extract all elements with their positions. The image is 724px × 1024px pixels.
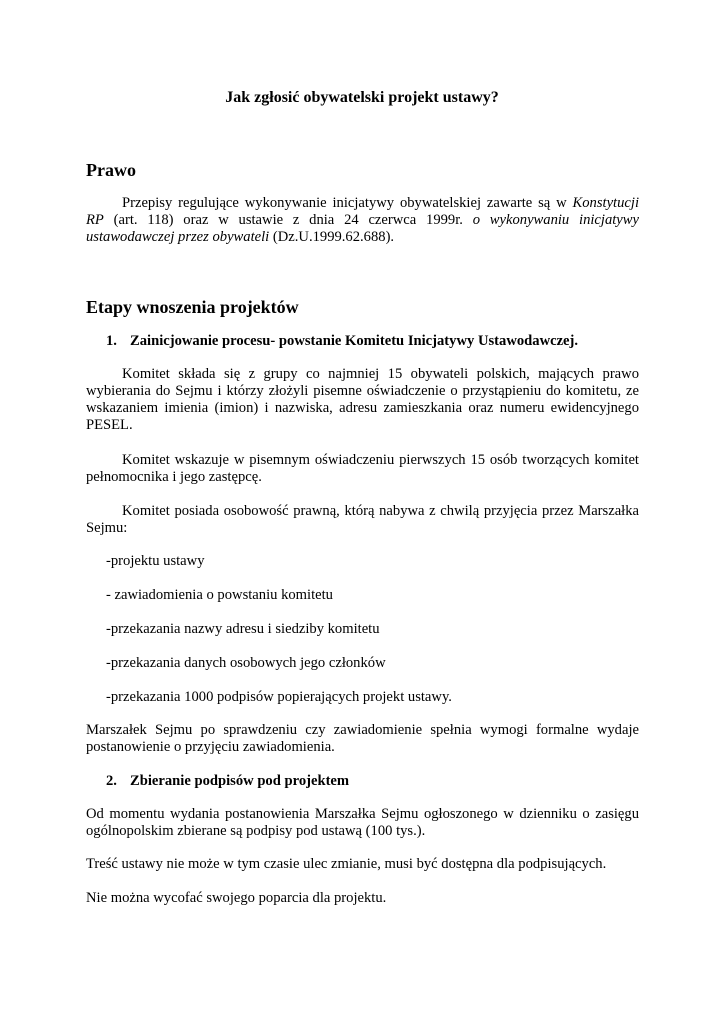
- page-title: Jak zgłosić obywatelski projekt ustawy?: [225, 89, 499, 106]
- prawo-text-1: Przepisy regulujące wykonywanie inicjatywy obywatelskiej zawarte są w: [122, 195, 573, 211]
- list-item: -przekazania danych osobowych jego członków: [106, 655, 386, 671]
- list-item: - zawiadomienia o powstaniu komitetu: [106, 587, 333, 603]
- prawo-text-2: (art. 118) oraz w ustawie z dnia 24 czerwca 1999r.: [103, 212, 473, 228]
- prawo-text-3: (Dz.U.1999.62.688).: [269, 229, 395, 245]
- list-item: -przekazania nazwy adresu i siedziby komitetu: [106, 621, 380, 637]
- paragraph-komitet-wskazuje: Komitet wskazuje w pisemnym oświadczeniu pierwszych 15 osób tworzących komitet pełnomocnika i jego zastępcę.: [86, 452, 639, 485]
- prawo-italic-ustawa: o wykonywaniu inicjatywy ustawodawczej przez obywateli: [86, 212, 639, 245]
- paragraph-nie-mozna: Nie można wycofać swojego poparcia dla projektu.: [86, 890, 387, 906]
- list-item: -przekazania 1000 podpisów popierających projekt ustawy.: [106, 689, 452, 705]
- paragraph-prawo: [86, 195, 639, 246]
- prawo-italic-konstytucja: Konstytucji RP: [86, 195, 639, 228]
- step-2-label: Zbieranie podpisów pod projektem: [130, 773, 350, 789]
- paragraph-komitet-sklad: Komitet składa się z grupy co najmniej 15 obywateli polskich, mających prawo wybierania do Sejmu i którzy złożyli pisemne oświadczenie o przystąpieniu do komitetu, ze wskazaniem imienia (imion) i nazwiska, adresu zamieszkania oraz numeru ewidencyjnego PESEL.: [86, 366, 639, 433]
- step-2-number: 2.: [106, 773, 117, 789]
- paragraph-marszalek: Marszałek Sejmu po sprawdzeniu czy zawiadomienie spełnia wymogi formalne wydaje postanowienie o przyjęciu zawiadomienia.: [86, 722, 639, 755]
- step-2: [106, 773, 349, 790]
- heading-etapy: Etapy wnoszenia projektów: [86, 297, 299, 317]
- step-1-number: 1.: [106, 333, 117, 349]
- list-item: -projektu ustawy: [106, 553, 205, 569]
- step-1: [106, 333, 578, 350]
- step-1-label: Zainicjowanie procesu- powstanie Komitetu Inicjatywy Ustawodawczej.: [130, 333, 579, 349]
- paragraph-od-momentu: Od momentu wydania postanowienia Marszałka Sejmu ogłoszonego w dzienniku o zasięgu ogólnopolskim zbierane są podpisy pod ustawą (100 tys.).: [86, 806, 639, 839]
- paragraph-tresc-ustawy: Treść ustawy nie może w tym czasie ulec zmianie, musi być dostępna dla podpisujących.: [86, 856, 607, 872]
- paragraph-osobowosc-prawna: Komitet posiada osobowość prawną, którą nabywa z chwilą przyjęcia przez Marszałka Sejmu:: [86, 503, 639, 536]
- heading-prawo: Prawo: [86, 160, 136, 180]
